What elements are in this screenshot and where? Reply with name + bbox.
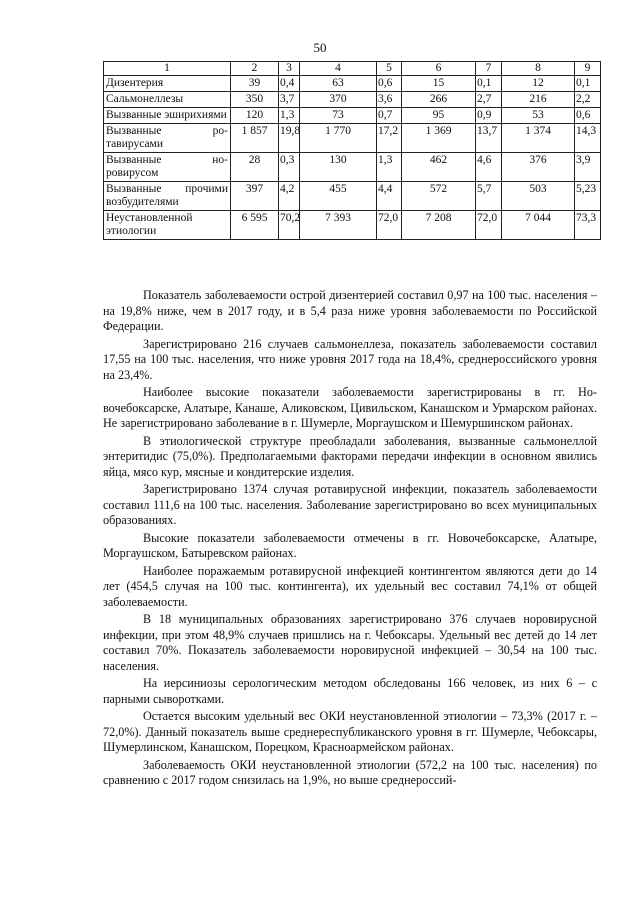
table-cell: 7 044 [502, 211, 575, 240]
table-header-row [104, 62, 601, 76]
table-cell: 3,6 [377, 92, 402, 108]
table-row [104, 76, 601, 92]
table-cell: 0,6 [377, 76, 402, 92]
table-cell: 370 [300, 92, 377, 108]
column-header: 6 [402, 62, 476, 76]
column-header: 2 [231, 62, 279, 76]
row-label: Дизентерия [104, 76, 231, 92]
table-cell: 455 [300, 182, 377, 211]
table-cell: 70,2 [279, 211, 300, 240]
row-label: Вызванные эширихиями [104, 108, 231, 124]
table-cell: 130 [300, 153, 377, 182]
incidence-table [103, 61, 601, 240]
table-cell: 3,9 [575, 153, 601, 182]
paragraph: В этиологической структуре преобладали заболевания, вызванные сальмонеллой энтеритидис (75,0%). Предполагаемыми факторами передачи инфекции в основном явились яйца, мясо кур, мясные и кондитерские изделия. [103, 433, 597, 479]
table-cell: 4,2 [279, 182, 300, 211]
table-cell: 4,6 [476, 153, 502, 182]
column-header: 5 [377, 62, 402, 76]
table-cell: 73 [300, 108, 377, 124]
table-cell: 1 374 [502, 124, 575, 153]
table-cell: 2,2 [575, 92, 601, 108]
column-header: 8 [502, 62, 575, 76]
table-cell: 0,9 [476, 108, 502, 124]
table-row [104, 108, 601, 124]
row-label: Неустановленной этиологии [104, 211, 231, 240]
table-cell: 1,3 [377, 153, 402, 182]
table-cell: 572 [402, 182, 476, 211]
column-header: 3 [279, 62, 300, 76]
table-cell: 3,7 [279, 92, 300, 108]
table-cell: 73,3 [575, 211, 601, 240]
table-cell: 5,7 [476, 182, 502, 211]
table-cell: 72,0 [377, 211, 402, 240]
table-cell: 1 770 [300, 124, 377, 153]
table-cell: 397 [231, 182, 279, 211]
row-label: Вызванные норовирусом [104, 153, 231, 182]
row-label: Вызванные ротавирусами [104, 124, 231, 153]
table-cell: 503 [502, 182, 575, 211]
column-header: 9 [575, 62, 601, 76]
table-cell: 6 595 [231, 211, 279, 240]
table-cell: 1 857 [231, 124, 279, 153]
row-label: Сальмонеллезы [104, 92, 231, 108]
table-cell: 1 369 [402, 124, 476, 153]
table-cell: 0,3 [279, 153, 300, 182]
column-header: 1 [104, 62, 231, 76]
column-header: 7 [476, 62, 502, 76]
table-cell: 72,0 [476, 211, 502, 240]
column-header: 4 [300, 62, 377, 76]
paragraph: Наиболее высокие показатели заболеваемости зарегистрированы в гг. Новочебоксарске, Алатыре, Канаше, Аликовском, Цивильском, Канашском и Урмарском районах. Не зарегистрировано заболевание в г. Шумерле, Моргаушском и Шемуршинском районах. [103, 385, 597, 430]
table-cell: 2,7 [476, 92, 502, 108]
table-cell: 7 208 [402, 211, 476, 240]
table-cell: 17,2 [377, 124, 402, 153]
table-cell: 4,4 [377, 182, 402, 211]
table-cell: 0,7 [377, 108, 402, 124]
table-cell: 0,1 [476, 76, 502, 92]
table-cell: 266 [402, 92, 476, 108]
table-cell: 63 [300, 76, 377, 92]
paragraph: Зарегистрировано 216 случаев сальмонеллеза, показатель заболеваемости составил 17,55 на 100 тыс. населения, что ниже уровня 2017 года на 18,4%, среднероссийского уровня на 23,4%. [103, 336, 597, 382]
table-cell: 0,1 [575, 76, 601, 92]
paragraph: Зарегистрировано 1374 случая ротавирусной инфекции, показатель заболеваемости составил 111,6 на 100 тыс. населения. Заболевание зарегистрировано во всех муниципальных образованиях. [103, 482, 597, 527]
body-text [103, 288, 597, 791]
table-cell: 0,6 [575, 108, 601, 124]
table-cell: 53 [502, 108, 575, 124]
paragraph: На иерсиниозы серологическим методом обследованы 166 человек, из них 6 – с парными сыворотками. [103, 676, 597, 706]
table-cell: 216 [502, 92, 575, 108]
paragraph: Остается высоким удельный вес ОКИ неустановленной этиологии – 73,3% (2017 г. – 72,0%). Данный показатель выше среднереспубликанского уровня в гг. Шумерле, Чебоксары, Шумерлинском, Канашском, Порецком, Красноармейском районах. [103, 709, 597, 754]
table-cell: 462 [402, 153, 476, 182]
paragraph: Высокие показатели заболеваемости отмечены в гг. Новочебоксарске, Алатыре, Моргаушском, Батыревском районах. [103, 530, 597, 560]
table-cell: 5,23 [575, 182, 601, 211]
table-cell: 39 [231, 76, 279, 92]
table-cell: 1,3 [279, 108, 300, 124]
table-cell: 13,7 [476, 124, 502, 153]
table-cell: 120 [231, 108, 279, 124]
table-cell: 376 [502, 153, 575, 182]
paragraph: В 18 муниципальных образованиях зарегистрировано 376 случаев норовирусной инфекции, при этом 48,9% случаев пришлись на г. Чебоксары. Удельный вес детей до 14 лет составил 70%. Показатель заболеваемости норовирусной инфекцией – 30,54 на 100 тыс. населения. [103, 612, 597, 673]
table-row [104, 92, 601, 108]
row-label: Вызванные прочими возбудителями [104, 182, 231, 211]
table-cell: 19,8 [279, 124, 300, 153]
table-row [104, 182, 601, 211]
paragraph: Наиболее поражаемым ротавирусной инфекцией контингентом являются дети до 14 лет (454,5 случая на 100 тыс. контингента), их удельный вес составил 74,1% от общей заболеваемости. [103, 563, 597, 609]
table-cell: 350 [231, 92, 279, 108]
table-row [104, 211, 601, 240]
table-cell: 0,4 [279, 76, 300, 92]
table-cell: 12 [502, 76, 575, 92]
paragraph: Показатель заболеваемости острой дизентерией составил 0,97 на 100 тыс. населения – на 19,8% ниже, чем в 2017 году, и в 5,4 раза ниже уровня заболеваемости по Российской Федерации. [103, 288, 597, 333]
table-cell: 95 [402, 108, 476, 124]
table-cell: 15 [402, 76, 476, 92]
table-cell: 14,3 [575, 124, 601, 153]
table-row [104, 153, 601, 182]
paragraph: Заболеваемость ОКИ неустановленной этиологии (572,2 на 100 тыс. населения) по сравнению с 2017 годом снизилась на 1,9%, но выше среднероссий- [103, 757, 597, 787]
table-cell: 28 [231, 153, 279, 182]
table-cell: 7 393 [300, 211, 377, 240]
page-number: 50 [313, 40, 327, 55]
table-row [104, 124, 601, 153]
